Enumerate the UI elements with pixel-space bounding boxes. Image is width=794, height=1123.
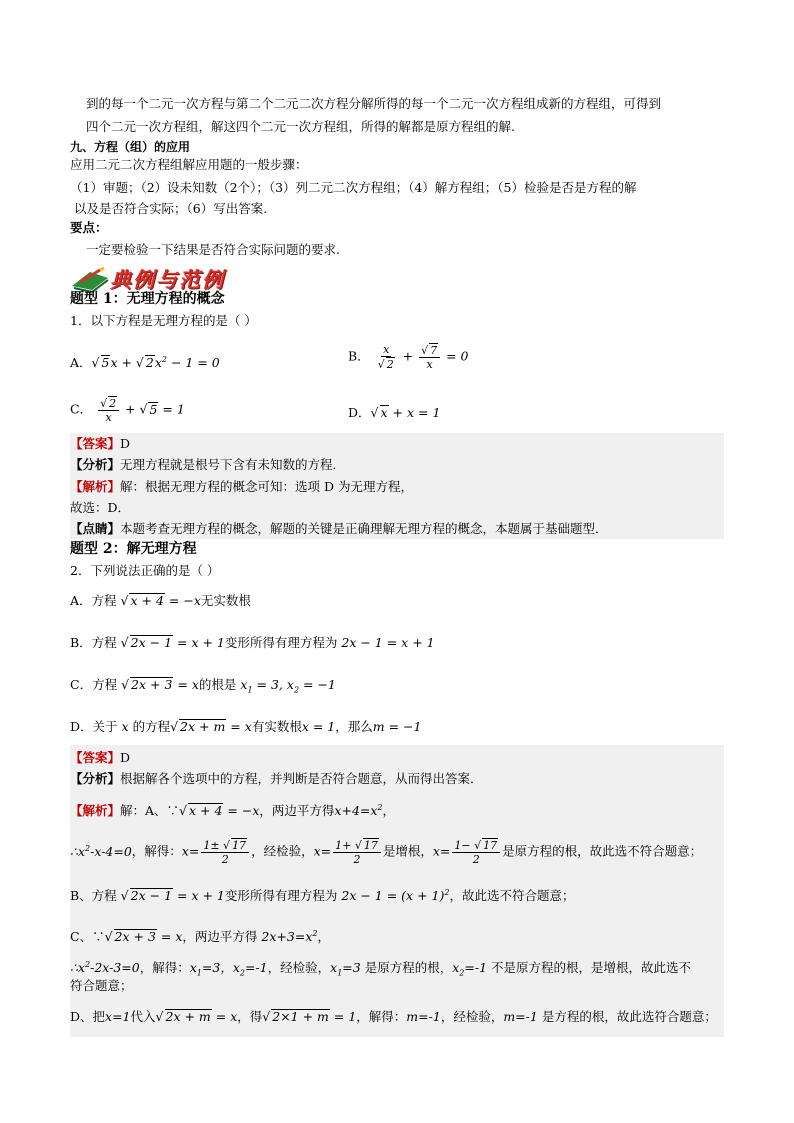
q1-choose: 故选：D． [70,500,131,515]
question-1: 1．以下方程是无理方程的是（ ） [70,313,257,328]
section-9-title: 九、方程（组）的应用 [70,140,191,154]
section-9-line-3: 以及是否符合实际；（6）写出答案. [74,201,268,216]
q2-option-d: D．关于 x 的方程√ 2x + m = x有实数根x = 1，那么m = −1 [70,719,422,734]
q2-solution-line-1: 【解析】解：A、∵√ x + 4 = −x，两边平方得$x+4=x^2$， [70,803,396,819]
q1-option-c: C． $\frac{√ 2}{x}$ + √ 5 = 1 [70,397,185,424]
q1-option-b: B． $\frac{x}{√ 2}$ + $\frac{√ 7}{x}$ = 0 [348,343,469,371]
q2-solution-line-5: $\therefore x^2-2x-3=0$，解得：$x_1=3$，$x_2=-1$，经检验，$x_1=3$ 是原方程的根，$x_2=-1$ 不是原方程的根，是增根，故此选不 [70,960,692,978]
q2-solution-line-2: $\therefore x^2-x-4=0$，解得：x= $\frac{1\pm √ 17}{2}$ ，经检验，x= $\frac{1+ √ 17}{2}$ 是增根，x= $\frac{1- √ 17}{2}$ 是原方程的根，故此选不符合题意； [70,839,703,866]
q2-solution-line-4: C、∵√ 2x + 3 = x，两边平方得 $2x+3=x^2$， [70,929,330,945]
q1-solution: 【解析】解：根据无理方程的概念可知：选项 D 为无理方程， [70,479,413,494]
q1-answer: 【答案】D [70,436,131,451]
q2-solution-line-7: D、把x=1代入√ 2x + m = x，得√ 2×1 + m = 1，解得：m=-1，经检验，m=-1 是方程的根，故此选符合题意； [70,1009,717,1024]
section-9-line-1: 应用二元二次方程组解应用题的一般步骤： [70,157,308,172]
q1-option-a: A．√ 5x + √ $2x^2 - 1 = 0$ [70,355,220,371]
section-9-line-2: （1）审题；（2）设未知数（2个）；（3）列二元二次方程组；（4）解方程组；（5）检验是否是方程的解 [70,180,637,195]
q1-comment: 【点睛】本题考查无理方程的概念，解题的关键是正确理解无理方程的概念，本题属于基础题型． [70,521,608,536]
q2-option-b: B．方程 √ 2x − 1 = x + 1变形所得有理方程为 2x − 1 = x + 1 [70,635,435,650]
q2-option-a: A．方程 √ x + 4 = −x无实数根 [70,593,251,608]
key-points-label: 要点： [70,220,108,235]
q2-solution-line-3: B、方程 √ 2x − 1 = x + 1变形所得有理方程为 $2x - 1 = (x + 1)^2$，故此选不符合题意； [70,888,575,904]
q2-analysis: 【分析】根据解各个选项中的方程，并判断是否符合题意，从而得出答案． [70,771,483,786]
intro-line-2: 四个二元一次方程组，解这四个二元一次方程组，所得的解都是原方程组的解. [86,119,515,134]
section-banner [70,264,225,294]
banner-title: 典例与范例 [110,268,225,292]
q2-solution-line-6: 符合题意； [70,978,133,993]
type-2-title: 题型 2：解无理方程 [70,541,197,557]
question-2: 2．下列说法正确的是（ ） [70,563,220,578]
key-points-text: 一定要检验一下结果是否符合实际问题的要求. [86,242,340,257]
q2-option-c: C．方程 √ 2x + 3 = x的根是 $x_1 = 3$, $x_2 = -1$ [70,677,336,695]
q1-option-d: D．√ x + x = 1 [348,405,441,420]
q2-answer: 【答案】D [70,750,131,765]
type-1-title: 题型 1：无理方程的概念 [70,291,225,307]
intro-line-1: 到的每一个二元一次方程与第二个二元二次方程分解所得的每一个二元一次方程组成新的方程组，可得到 [86,96,662,111]
book-pen-icon [70,266,110,292]
q1-analysis: 【分析】无理方程就是根号下含有未知数的方程． [70,457,346,472]
